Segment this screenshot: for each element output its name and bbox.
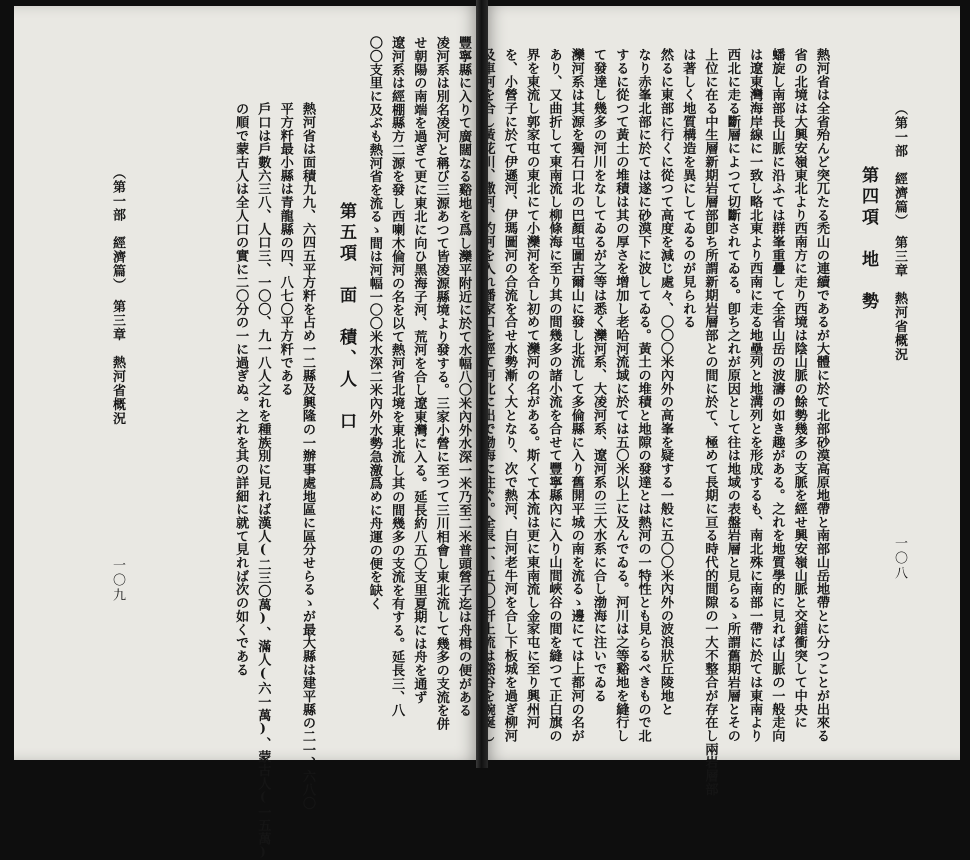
right-body-text bbox=[475, 48, 832, 796]
left-page bbox=[14, 6, 482, 860]
text-line: なり赤峯北部に於ては遂に砂漠下に波してゐる。黃土の堆積と地隙の發達とは熱河の一特性とも見らるべきもので北 bbox=[635, 48, 651, 743]
section-title-terrain: 第四項 地 勢 bbox=[858, 166, 878, 313]
left-page-header: （第一部 經濟篇） 第三章 熱河省概況 bbox=[110, 166, 125, 426]
text-line: 熱河省は全省殆んど突兀たる禿山の連續であるが大體に於て北部砂漠高原地帶と南部山岳地帶とに分つことが出來る bbox=[814, 48, 829, 743]
text-line: 蟠旋し南部長山脈に沿ふては群峯重疊して全省山岳の波濤の如き趣がある。之れを地質學的に見れば山脈の一般走向 bbox=[769, 48, 785, 743]
text-line: は遼東灣海岸線に一致し略北東より西南に走る地壘列と地溝列とを形成するも、南北殊に南部一帶に於ては東南より bbox=[747, 48, 763, 743]
text-line: 平方粁最小縣は青龍縣の四、八七〇平方粁である bbox=[277, 102, 293, 396]
text-line: て發達し幾多の河川をなしてゐるが之等は悉く灤河系、大凌河系、遼河系の三大水系に合し渤海に注いでゐる bbox=[591, 48, 607, 703]
text-line: 遼河系は經棚縣方二源を發し西喇木倫河の名を以て熱河省北境を東北流し其の間幾多の支流を有する。延長三、八 bbox=[389, 36, 405, 717]
text-line: せ朝陽の南端を過ぎて更に東北に向ひ黑海子河、荒河を合し遼東灣に入る。延長約八五〇支里夏期には舟を通ず bbox=[411, 36, 427, 704]
text-line: 〇〇支里に及ぶも熱河省を流るゝ間は河幅一〇〇米水深二米內外水勢急激爲めに舟運の便を缺く bbox=[366, 36, 382, 611]
text-line: するに從つて黃土の堆積は其の厚さを增加し老哈河流域に於ては五〇米以上に及んでゐる。河川は之等谿地を縫行し bbox=[613, 48, 629, 743]
text-line: 凌河系は別名凌河と稱び三源あつて皆凌源縣境より發する。三家小營に至つて三川相會し東北流して幾多の支流を併 bbox=[433, 36, 449, 731]
text-line: あり、又曲折して東南流し柳條海に至り其の間幾多の諸小流を合せて豐寧縣內に入り山間峽谷の間を縫つて正白旗の bbox=[546, 48, 562, 743]
text-line: の順で蒙古人は全人口の實に二〇分の一に過ぎぬ。之れを其の詳細に就て見れば次の如くである bbox=[233, 102, 249, 677]
text-line: 戶口は戶數六三八、人口三、一〇〇、九一八人之れを種族別に見れば漢人(二三〇萬)、滿人(六一萬)、蒙古人(一五萬) bbox=[255, 102, 271, 860]
text-line: 上位に在る中生層新期岩層部卽ち所謂新期岩層部との間に於て、極めて長期に亘る時代的間隙の一大不整合が存在し兩岩層部 bbox=[702, 48, 718, 796]
text-line: を、小營子に於て伊遜河、伊瑪圖河の合流を合せ水勢漸く大となり、次で熱河、白河老牛河を合し下板城を過ぎ柳河 bbox=[501, 48, 517, 743]
text-line: 然るに東部に行くに從つて高度を減じ處々、〇〇〇米內外の高峯を疑する一般に五〇〇米內外の波浪狀丘陵地と bbox=[657, 48, 673, 716]
book-gutter bbox=[476, 0, 488, 768]
text-line: 灤河系は其源を獨石口北の巴顏屯圖古爾山に發し北流して多倫縣に入り舊開平城の南を流るゝ邊にては上都河の名が bbox=[568, 48, 584, 743]
left-page-number: 一〇九 bbox=[110, 558, 125, 603]
right-page bbox=[482, 6, 960, 796]
left-body-area bbox=[229, 102, 318, 860]
right-page-number: 一〇八 bbox=[892, 536, 907, 581]
text-line: 界を東流し郭家屯の東北にて小灤河を合し初めて灤河の名がある。斯くて本流は更に東南流し金家屯に至り興州河 bbox=[524, 48, 540, 729]
text-line: 熱河省は面積九九、六四五平方粁を占め一二縣及興隆の一辦事處地區に區分せらるゝが最大縣は建平縣の二一、六八〇 bbox=[300, 102, 315, 810]
right-page-header: （第一部 經濟篇） 第三章 熱河省概況 bbox=[892, 102, 907, 362]
text-line: 豐寧縣に入りて廣闊なる谿地を爲し灤平附近に於て水幅八〇米內外水深一米乃至二米普頭營子迄は舟楫の便がある bbox=[456, 36, 471, 717]
text-line: 省の北境は大興安嶺東北より西南方に走り西境は陰山脈の餘勢幾多の支脈を經せ興安嶺山脈と交錯衝突して中央に bbox=[791, 48, 807, 729]
text-line: は著しく地質構造を異にしてゐるのが見られる bbox=[680, 48, 696, 329]
left-body-continuation bbox=[363, 36, 474, 730]
section-title-area: 第五項 面 積、人 口 bbox=[336, 202, 356, 433]
text-line: 西北に走る斷層によつて切斷されてゐる。卽ち之れが原因として往は地域の表盤岩層と見らるゝ所謂舊期岩層とその bbox=[724, 48, 740, 743]
